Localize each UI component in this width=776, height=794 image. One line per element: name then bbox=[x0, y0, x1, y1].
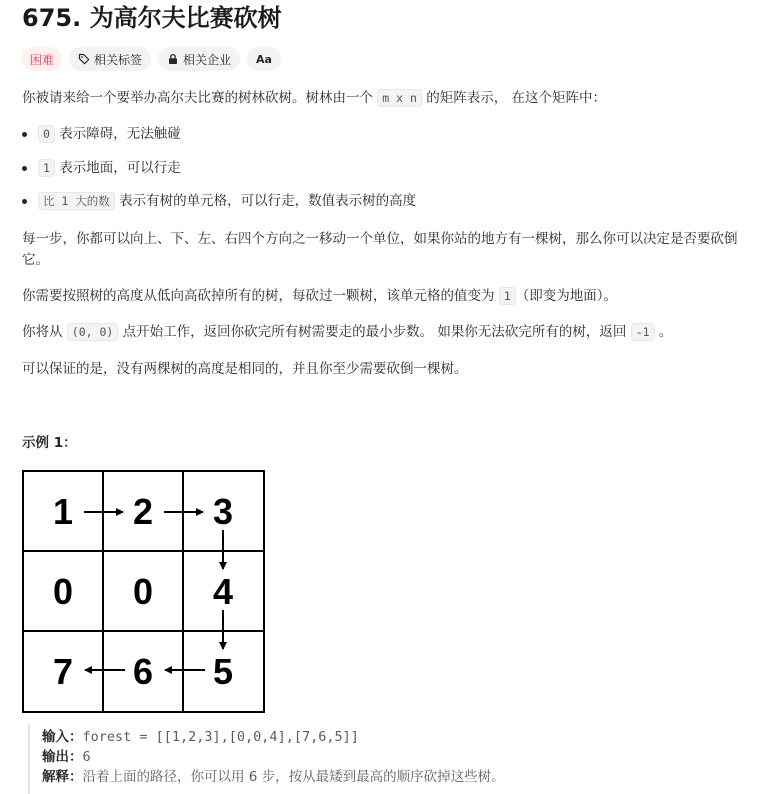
related-companies-label: 相关企业 bbox=[183, 52, 232, 67]
bullet-dot bbox=[22, 166, 27, 171]
bullet-text-1: 表示地面，可以行走 bbox=[54, 160, 181, 176]
order-code: 1 bbox=[499, 287, 516, 305]
explain-value: 沿着上面的路径，你可以用 6 步，按从最矮到最高的顺序砍掉这些树。 bbox=[82, 769, 505, 785]
bullet-dot bbox=[22, 132, 27, 137]
forest-grid-svg bbox=[22, 470, 265, 713]
grid-cell-value: 7 bbox=[52, 651, 74, 692]
start-code: (0, 0) bbox=[67, 323, 119, 341]
example-grid-image bbox=[22, 470, 265, 713]
bullet-text-2: 表示有树的单元格，可以行走，数值表示树的高度 bbox=[114, 193, 417, 209]
bullet-code-1: 1 bbox=[38, 159, 55, 177]
tag-row bbox=[22, 47, 281, 71]
example-heading: 示例 1： bbox=[22, 435, 77, 451]
return-code: -1 bbox=[631, 323, 655, 341]
start-text-mid: 点开始工作，返回你砍完所有树需要走的最小步数。 如果你无法砍完所有的树，返回 bbox=[118, 324, 631, 340]
example-input-line bbox=[42, 727, 768, 747]
grid-cell-value: 0 bbox=[132, 571, 154, 612]
start-text: 你将从 bbox=[22, 324, 67, 340]
grid-cell-value: 0 bbox=[52, 571, 74, 612]
problem-title: 675. 为高尔夫比赛砍树 bbox=[22, 4, 282, 32]
grid-cell-value: 4 bbox=[212, 571, 234, 612]
output-label: 输出： bbox=[42, 749, 83, 765]
bullet-code-2: 比 1 大的数 bbox=[38, 192, 115, 210]
grid-cell-value: 1 bbox=[52, 491, 74, 532]
input-label: 输入： bbox=[42, 729, 83, 745]
grid-cell-value: 3 bbox=[212, 491, 234, 532]
bullet-item-0 bbox=[38, 124, 181, 145]
input-value: forest = [[1,2,3],[0,0,4],[7,6,5]] bbox=[82, 729, 359, 745]
guarantee-paragraph: 可以保证的是，没有两棵树的高度是相同的，并且你至少需要砍倒一棵树。 bbox=[22, 361, 468, 377]
difficulty-badge[interactable]: 困难 bbox=[22, 47, 62, 71]
intro-text: 你被请来给一个要举办高尔夫比赛的树林砍树。树林由一个 bbox=[22, 90, 378, 106]
related-companies-button[interactable] bbox=[158, 47, 240, 71]
output-value: 6 bbox=[82, 749, 91, 765]
bullet-item-1 bbox=[38, 158, 181, 179]
movement-line-1: 每一步，你都可以向上、下、左、右四个方向之一移动一个单位，如果你站的地方有一棵树，那么你可以决定是否要砍倒 bbox=[22, 231, 738, 247]
grid-cell-value: 6 bbox=[132, 651, 154, 692]
lock-icon bbox=[167, 53, 179, 65]
tag-icon bbox=[78, 53, 90, 65]
start-paragraph bbox=[22, 322, 672, 343]
bullet-dot bbox=[22, 199, 27, 204]
bullet-code-0: 0 bbox=[38, 125, 55, 143]
related-tags-label: 相关标签 bbox=[94, 52, 143, 67]
explain-label: 解释： bbox=[42, 769, 83, 785]
bullet-item-2 bbox=[38, 191, 416, 212]
font-size-button[interactable] bbox=[247, 47, 281, 71]
intro-code: m x n bbox=[377, 89, 422, 107]
example-block bbox=[28, 724, 768, 794]
order-text: 你需要按照树的高度从低向高砍掉所有的树，每砍过一颗树，该单元格的值变为 bbox=[22, 288, 499, 304]
movement-line-2: 它。 bbox=[22, 252, 49, 268]
intro-paragraph bbox=[22, 88, 606, 109]
example-explain-line bbox=[42, 767, 768, 787]
grid-cell-value: 2 bbox=[132, 491, 154, 532]
grid-cell-value: 5 bbox=[212, 651, 234, 692]
start-text-tail: 。 bbox=[654, 324, 673, 340]
order-paragraph bbox=[22, 286, 617, 307]
intro-text-tail: 的矩阵表示， 在这个矩阵中： bbox=[421, 90, 607, 106]
example-output-line bbox=[42, 747, 768, 767]
movement-paragraph bbox=[22, 229, 738, 271]
bullet-text-0: 表示障碍，无法触碰 bbox=[54, 126, 181, 142]
font-size-icon: Aa bbox=[256, 52, 272, 66]
related-tags-button[interactable] bbox=[69, 47, 151, 71]
order-text-tail: （即变为地面）。 bbox=[515, 288, 617, 304]
